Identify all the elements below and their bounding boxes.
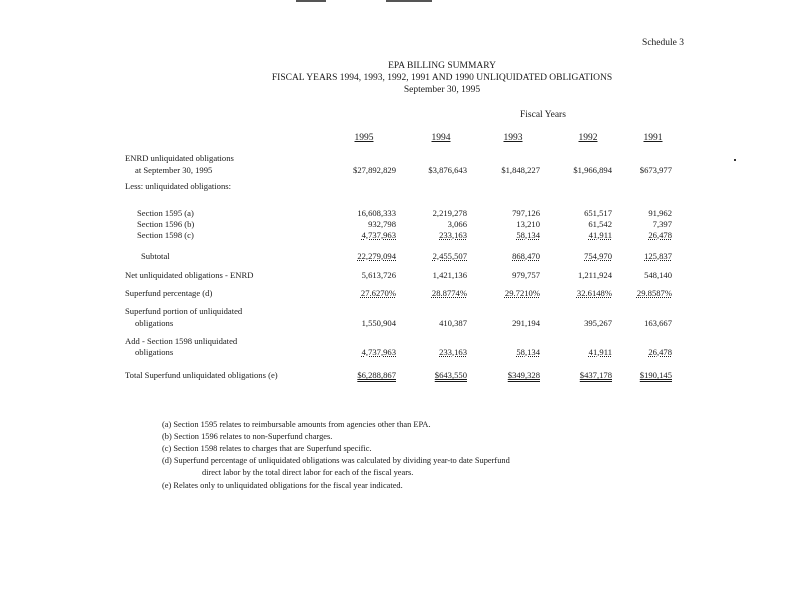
cell-value: 27.6270% bbox=[360, 288, 396, 298]
report-date: September 30, 1995 bbox=[403, 85, 481, 95]
year-header: 1991 bbox=[643, 133, 663, 143]
footnote: (c) Section 1598 relates to charges that are Superfund specific. bbox=[162, 444, 372, 453]
cell-value: 2,455,507 bbox=[432, 251, 467, 261]
cell-value: 163,667 bbox=[644, 318, 672, 328]
report-title: EPA BILLING SUMMARY bbox=[388, 61, 496, 71]
row-label: obligations bbox=[135, 318, 174, 328]
row-label: ENRD unliquidated obligations bbox=[125, 153, 234, 163]
cell-value: $6,288,867 bbox=[357, 370, 396, 380]
cell-value: 29.7210% bbox=[504, 288, 540, 298]
cell-value: 1,550,904 bbox=[361, 318, 396, 328]
cell-value: 58,134 bbox=[516, 230, 540, 240]
footnote: (a) Section 1595 relates to reimbursable amounts from agencies other than EPA. bbox=[162, 420, 431, 429]
cell-value: 1,421,136 bbox=[432, 270, 467, 280]
cell-value: 32.6148% bbox=[576, 288, 612, 298]
row-label: Total Superfund unliquidated obligations (e) bbox=[125, 370, 278, 380]
cell-value: 41,911 bbox=[588, 347, 612, 357]
scan-speck bbox=[734, 159, 736, 161]
cell-value: 395,267 bbox=[584, 318, 612, 328]
cell-value: 1,211,924 bbox=[577, 270, 612, 280]
cell-value: 2,219,278 bbox=[432, 208, 467, 218]
row-label: Net unliquidated obligations - ENRD bbox=[125, 270, 254, 280]
cell-value: 868,470 bbox=[512, 251, 540, 261]
row-label: Section 1598 (c) bbox=[137, 230, 194, 240]
schedule-label: Schedule 3 bbox=[642, 38, 684, 48]
row-label: Add - Section 1598 unliquidated bbox=[125, 336, 238, 346]
cell-value: 26,478 bbox=[648, 230, 672, 240]
cell-value: 61,542 bbox=[588, 219, 612, 229]
cell-value: 548,140 bbox=[644, 270, 672, 280]
row-label: Subtotal bbox=[141, 251, 170, 261]
footnote: direct labor by the total direct labor for each of the fiscal years. bbox=[202, 468, 414, 477]
cell-value: 125,837 bbox=[644, 251, 672, 261]
cell-value: 797,126 bbox=[512, 208, 540, 218]
cell-value: $27,892,829 bbox=[353, 165, 396, 175]
cell-value: 7,397 bbox=[652, 219, 672, 229]
scan-smudge bbox=[296, 0, 326, 2]
footnote: (d) Superfund percentage of unliquidated obligations was calculated by dividing year-to date Superfund bbox=[162, 456, 510, 465]
cell-value: 13,210 bbox=[516, 219, 540, 229]
cell-value: 26,478 bbox=[648, 347, 672, 357]
cell-value: $1,848,227 bbox=[501, 165, 540, 175]
cell-value: $1,966,894 bbox=[573, 165, 612, 175]
cell-value: 754,970 bbox=[584, 251, 612, 261]
cell-value: 651,517 bbox=[584, 208, 612, 218]
cell-value: $437,178 bbox=[579, 370, 612, 380]
cell-value: 91,962 bbox=[648, 208, 672, 218]
cell-value: 291,194 bbox=[512, 318, 540, 328]
fiscal-years-label: Fiscal Years bbox=[520, 110, 566, 120]
cell-value: $3,876,643 bbox=[428, 165, 467, 175]
cell-value: 4,737,963 bbox=[361, 230, 396, 240]
cell-value: 4,737,963 bbox=[361, 347, 396, 357]
year-header: 1992 bbox=[578, 133, 598, 143]
row-label: Less: unliquidated obligations: bbox=[125, 181, 231, 191]
year-header: 1995 bbox=[354, 133, 374, 143]
cell-value: $673,977 bbox=[639, 165, 672, 175]
cell-value: 58,134 bbox=[516, 347, 540, 357]
cell-value: $643,550 bbox=[434, 370, 467, 380]
cell-value: 5,613,726 bbox=[361, 270, 396, 280]
cell-value: 233,163 bbox=[439, 347, 467, 357]
footnote: (e) Relates only to unliquidated obligations for the fiscal year indicated. bbox=[162, 481, 403, 490]
year-header: 1994 bbox=[431, 133, 451, 143]
row-label: obligations bbox=[135, 347, 174, 357]
row-label: Superfund percentage (d) bbox=[125, 288, 213, 298]
cell-value: 932,798 bbox=[368, 219, 396, 229]
cell-value: 29.8587% bbox=[636, 288, 672, 298]
cell-value: $349,328 bbox=[507, 370, 540, 380]
cell-value: 410,387 bbox=[439, 318, 467, 328]
report-subtitle: FISCAL YEARS 1994, 1993, 1992, 1991 AND 1990 UNLIQUIDATED OBLIGATIONS bbox=[271, 73, 613, 83]
cell-value: 16,608,333 bbox=[357, 208, 396, 218]
cell-value: 979,757 bbox=[512, 270, 540, 280]
row-label: Superfund portion of unliquidated bbox=[125, 306, 243, 316]
cell-value: 233,163 bbox=[439, 230, 467, 240]
cell-value: 41,911 bbox=[588, 230, 612, 240]
cell-value: 28.8774% bbox=[431, 288, 467, 298]
cell-value: $190,145 bbox=[639, 370, 672, 380]
row-label: at September 30, 1995 bbox=[135, 165, 213, 175]
footnote: (b) Section 1596 relates to non-Superfund charges. bbox=[162, 432, 333, 441]
cell-value: 22,279,094 bbox=[357, 251, 396, 261]
row-label: Section 1595 (a) bbox=[137, 208, 194, 218]
cell-value: 3,066 bbox=[447, 219, 467, 229]
row-label: Section 1596 (b) bbox=[137, 219, 195, 229]
year-header: 1993 bbox=[503, 133, 523, 143]
scan-smudge bbox=[386, 0, 432, 2]
